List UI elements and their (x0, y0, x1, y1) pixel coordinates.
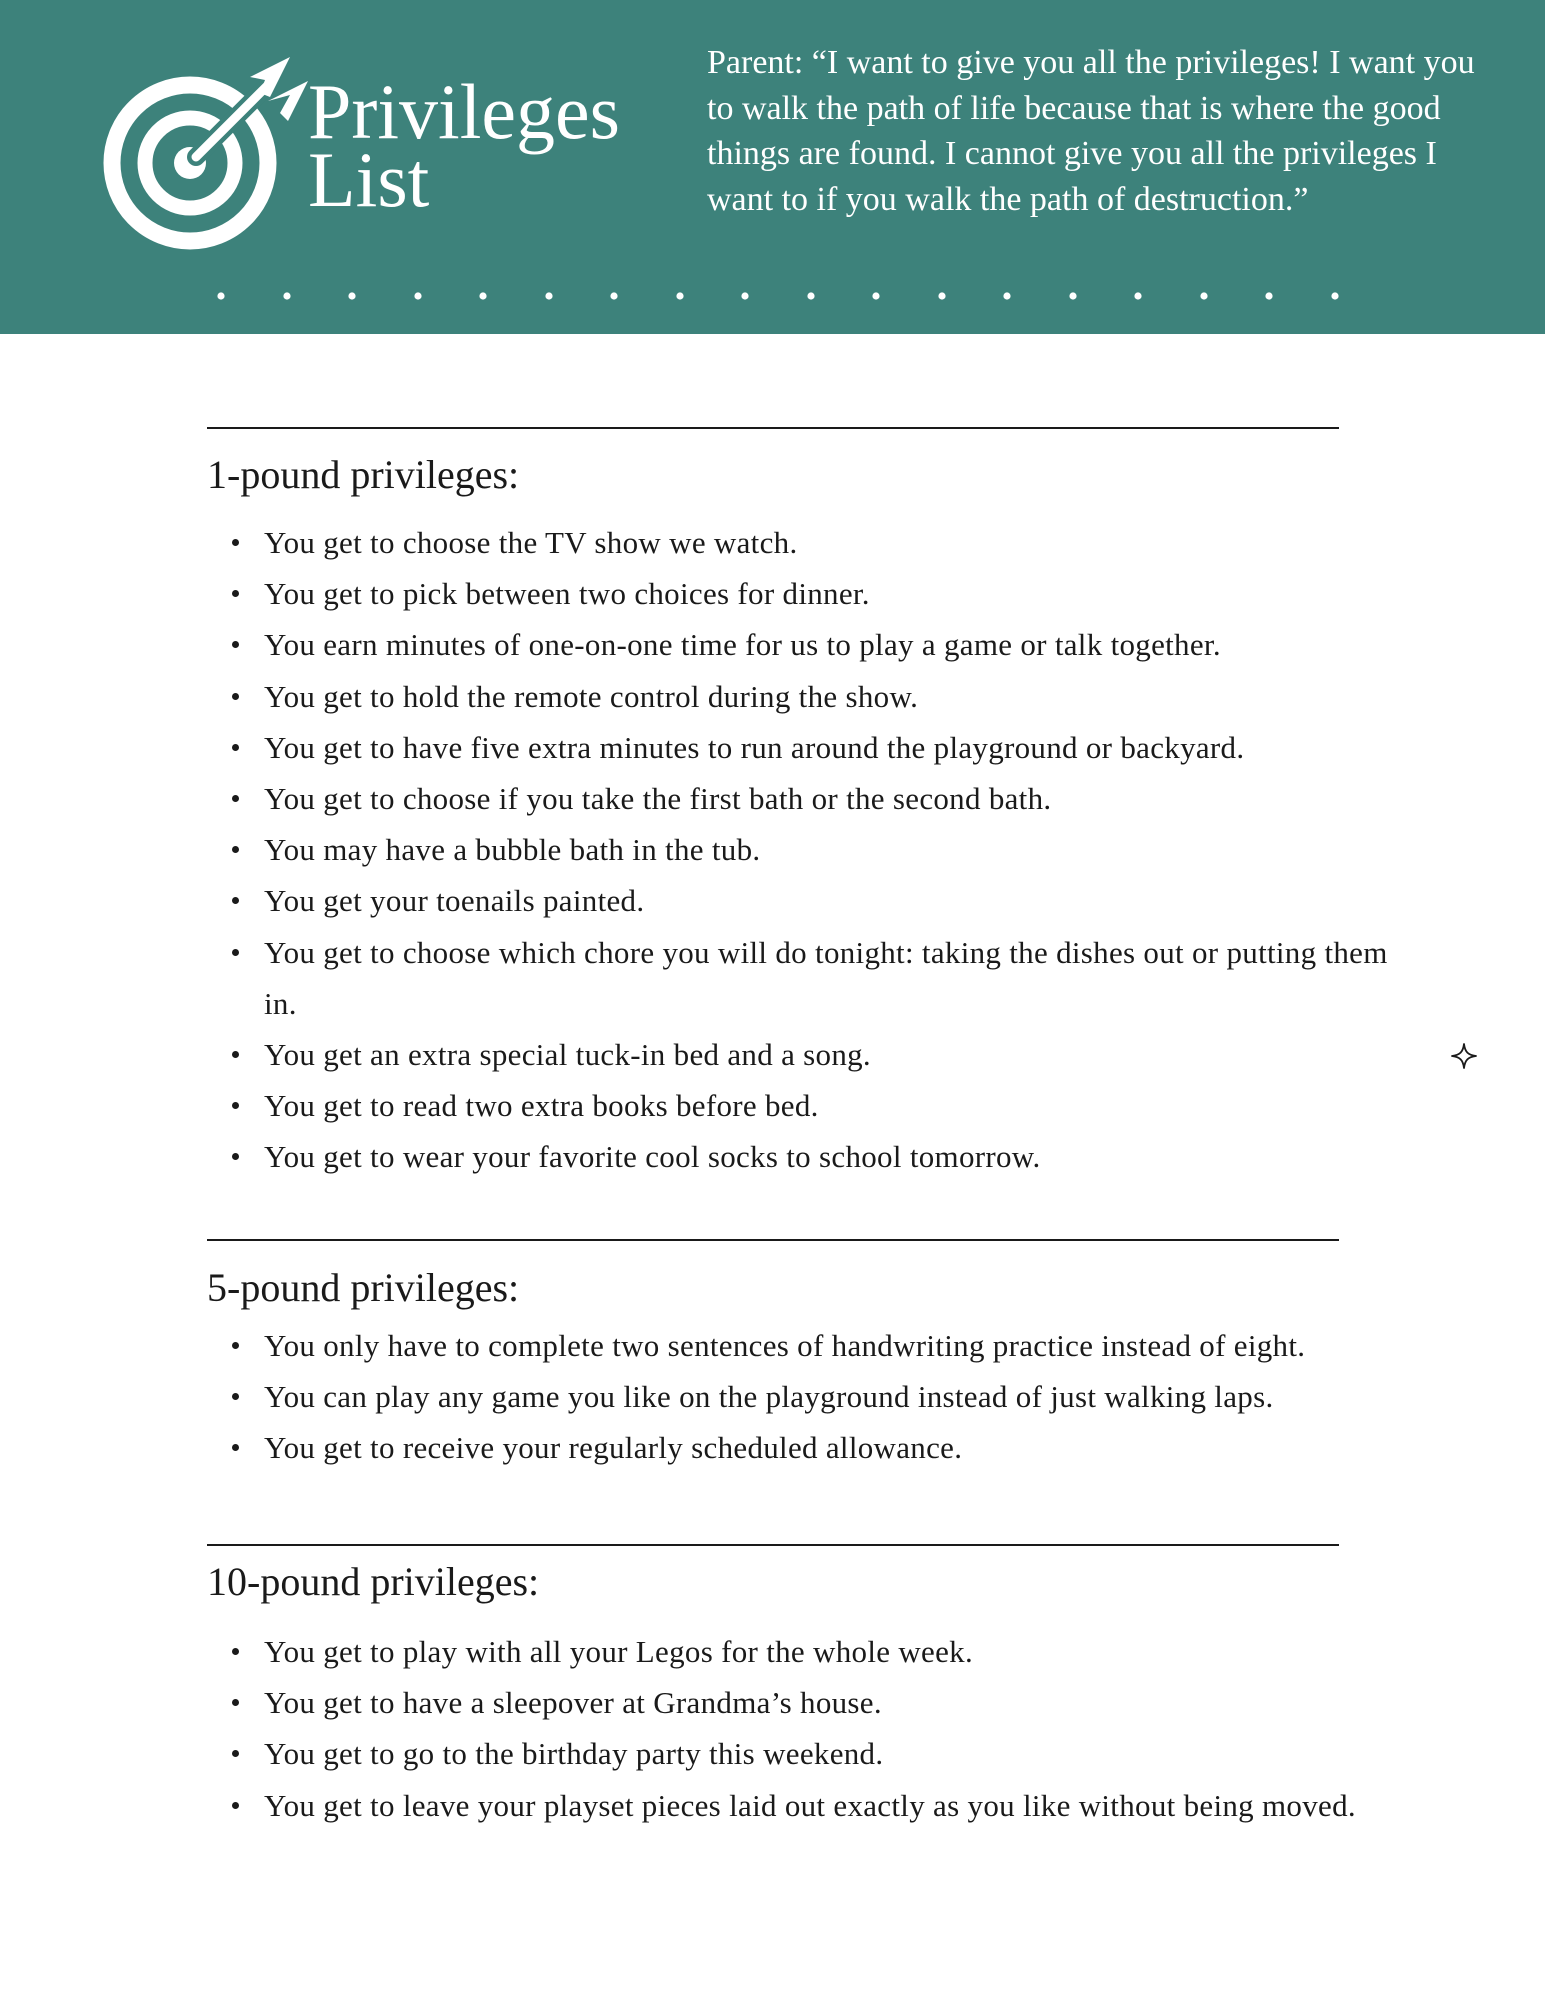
privilege-list-10-pound (207, 1626, 1487, 1831)
list-item: You get to play with all your Legos for the whole week. (207, 1626, 1487, 1677)
title-line-2: List (308, 136, 430, 223)
section-heading-5-pound: 5-pound privileges: (207, 1265, 520, 1310)
list-item: You get to read two extra books before bed. (207, 1080, 1487, 1131)
list-item: You get your toenails painted. (207, 875, 1487, 926)
list-item: You get to choose which chore you will do tonight: taking the dishes out or putting them in. (207, 927, 1424, 1029)
dotted-divider (200, 284, 1360, 308)
bullet-icon (232, 590, 239, 597)
list-item: You get to leave your playset pieces laid out exactly as you like without being moved. (207, 1780, 1424, 1831)
bullet-icon (232, 1153, 239, 1160)
bullet-icon (232, 1393, 239, 1400)
list-item: You only have to complete two sentences of handwriting practice instead of eight. (207, 1320, 1424, 1371)
section-divider (207, 1239, 1339, 1241)
privilege-list-1-pound (207, 517, 1487, 1183)
section-heading-1-pound: 1-pound privileges: (207, 452, 520, 497)
list-item: You earn minutes of one-on-one time for us to play a game or talk together. (207, 619, 1487, 670)
bullet-icon (232, 846, 239, 853)
list-item: You get to hold the remote control during the show. (207, 671, 1487, 722)
bullet-icon (232, 1750, 239, 1757)
page-title (308, 68, 620, 223)
bullet-icon (232, 1342, 239, 1349)
bullet-icon (232, 641, 239, 648)
list-item: You get to pick between two choices for dinner. (207, 568, 1487, 619)
section-divider (207, 1544, 1339, 1546)
bullet-icon (232, 693, 239, 700)
list-item: You may have a bubble bath in the tub. (207, 824, 1487, 875)
bullet-icon (232, 949, 239, 956)
header-banner (0, 0, 1545, 334)
title-line-1: Privileges (308, 68, 620, 155)
list-item: You get to choose the TV show we watch. (207, 517, 1487, 568)
bullet-icon (232, 539, 239, 546)
bullet-icon (232, 1102, 239, 1109)
target-arrow-icon (100, 55, 310, 260)
parent-quote: Parent: “I want to give you all the privileges! I want you to walk the path of life because that is where the good things are found. I cannot give you all the privileges I want to if you walk the path of destruction.” (707, 44, 1475, 218)
bullet-icon (232, 1444, 239, 1451)
list-item: You get to have a sleepover at Grandma’s house. (207, 1677, 1487, 1728)
bullet-icon (232, 1802, 239, 1809)
section-divider (207, 427, 1339, 429)
list-item: You get an extra special tuck-in bed and a song. (207, 1029, 1487, 1080)
bullet-icon (232, 1699, 239, 1706)
privilege-list-5-pound (207, 1320, 1487, 1474)
bullet-icon (232, 1051, 239, 1058)
list-item: You get to wear your favorite cool socks to school tomorrow. (207, 1131, 1487, 1182)
list-item: You get to receive your regularly scheduled allowance. (207, 1422, 1487, 1473)
section-heading-10-pound: 10-pound privileges: (207, 1559, 540, 1604)
bullet-icon (232, 744, 239, 751)
list-item: You get to choose if you take the first bath or the second bath. (207, 773, 1487, 824)
sparkle-icon (1450, 1042, 1478, 1070)
bullet-icon (232, 795, 239, 802)
bullet-icon (232, 897, 239, 904)
list-item: You can play any game you like on the playground instead of just walking laps. (207, 1371, 1487, 1422)
list-item: You get to have five extra minutes to run around the playground or backyard. (207, 722, 1487, 773)
bullet-icon (232, 1648, 239, 1655)
list-item: You get to go to the birthday party this weekend. (207, 1728, 1487, 1779)
